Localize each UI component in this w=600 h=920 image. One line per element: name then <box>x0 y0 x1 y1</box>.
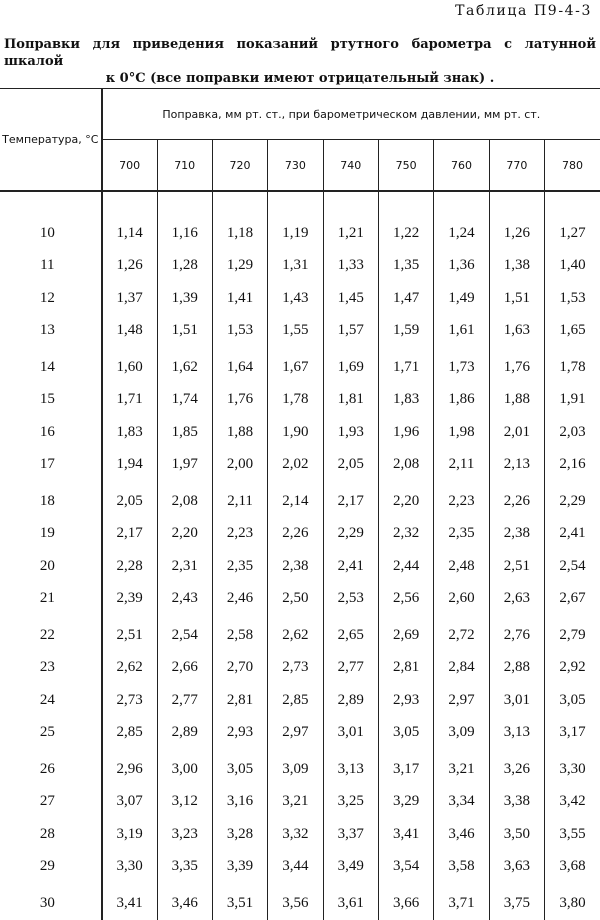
table-row <box>0 217 600 250</box>
correction-cell: 2,85 <box>102 717 157 750</box>
correction-cell: 3,05 <box>212 749 267 786</box>
correction-cell: 2,54 <box>157 615 212 652</box>
correction-cell: 2,38 <box>268 550 323 583</box>
correction-cell: 1,88 <box>489 384 544 417</box>
correction-cell: 1,28 <box>157 250 212 283</box>
correction-group-header: Поправка, мм рт. ст., при барометрическом давлении, мм рт. ст. <box>102 89 600 140</box>
correction-cell: 1,63 <box>489 315 544 348</box>
correction-cell: 1,81 <box>323 384 378 417</box>
correction-cell: 1,76 <box>489 347 544 384</box>
correction-cell: 2,32 <box>378 518 433 551</box>
correction-cell: 3,51 <box>212 883 267 920</box>
table-row <box>0 550 600 583</box>
correction-cell: 1,59 <box>378 315 433 348</box>
correction-cell: 3,66 <box>378 883 433 920</box>
correction-cell: 2,85 <box>268 684 323 717</box>
correction-cell: 1,31 <box>268 250 323 283</box>
table-row <box>0 518 600 551</box>
correction-cell: 3,41 <box>102 883 157 920</box>
correction-cell: 2,93 <box>378 684 433 717</box>
correction-cell: 2,81 <box>378 652 433 685</box>
correction-cell: 2,84 <box>434 652 489 685</box>
correction-cell: 2,53 <box>323 583 378 616</box>
correction-cell: 3,17 <box>559 724 586 741</box>
temperature-cell: 22 <box>0 615 102 652</box>
correction-cell: 2,62 <box>102 652 157 685</box>
correction-cell: 2,46 <box>212 583 267 616</box>
correction-cell: 1,14 <box>102 217 157 250</box>
correction-cell: 2,23 <box>434 481 489 518</box>
temperature-cell: 10 <box>0 217 102 250</box>
correction-cell: 1,67 <box>268 347 323 384</box>
correction-cell: 1,65 <box>559 322 586 339</box>
correction-cell: 1,74 <box>157 384 212 417</box>
correction-cell: 2,08 <box>157 481 212 518</box>
correction-cell: 2,51 <box>489 550 544 583</box>
correction-cell: 1,57 <box>323 315 378 348</box>
table-row <box>0 583 600 616</box>
correction-cell: 1,76 <box>212 384 267 417</box>
correction-cell: 1,96 <box>378 416 433 449</box>
correction-cell: 2,31 <box>157 550 212 583</box>
pressure-header-710: 710 <box>157 140 212 192</box>
correction-cell: 2,62 <box>268 615 323 652</box>
table-row <box>0 717 600 750</box>
correction-cell: 2,20 <box>378 481 433 518</box>
correction-cell: 3,63 <box>489 851 544 884</box>
correction-cell: 2,23 <box>212 518 267 551</box>
table-row <box>0 481 600 518</box>
correction-cell: 1,73 <box>434 347 489 384</box>
correction-cell: 1,19 <box>268 217 323 250</box>
temperature-cell: 24 <box>0 684 102 717</box>
temperature-cell: 12 <box>0 282 102 315</box>
correction-cell: 1,29 <box>212 250 267 283</box>
correction-cell: 3,80 <box>559 894 586 911</box>
correction-cell: 1,45 <box>323 282 378 315</box>
correction-cell: 2,76 <box>489 615 544 652</box>
correction-cell: 3,39 <box>212 851 267 884</box>
correction-cell: 1,60 <box>102 347 157 384</box>
correction-cell: 2,03 <box>559 423 586 440</box>
correction-cell: 3,12 <box>157 786 212 819</box>
correction-cell: 3,68 <box>559 858 586 875</box>
correction-cell: 2,26 <box>489 481 544 518</box>
correction-cell: 1,69 <box>323 347 378 384</box>
correction-cell: 2,00 <box>212 449 267 482</box>
table-row <box>0 315 600 348</box>
correction-cell: 1,33 <box>323 250 378 283</box>
correction-cell: 2,38 <box>489 518 544 551</box>
correction-cell: 2,02 <box>268 449 323 482</box>
correction-cell: 2,16 <box>559 456 586 473</box>
temperature-cell: 17 <box>0 449 102 482</box>
correction-cell: 2,60 <box>434 583 489 616</box>
correction-cell: 3,28 <box>212 818 267 851</box>
temperature-cell: 13 <box>0 315 102 348</box>
table-row <box>0 652 600 685</box>
correction-cell: 2,20 <box>157 518 212 551</box>
correction-cell: 2,67 <box>559 590 586 607</box>
correction-cell: 1,78 <box>268 384 323 417</box>
correction-cell: 3,16 <box>212 786 267 819</box>
correction-cell: 2,01 <box>489 416 544 449</box>
temperature-cell: 28 <box>0 818 102 851</box>
table-row <box>0 449 600 482</box>
correction-cell: 1,40 <box>559 257 586 274</box>
correction-cell: 2,73 <box>102 684 157 717</box>
correction-cell: 2,51 <box>102 615 157 652</box>
pressure-header-700: 700 <box>102 140 157 192</box>
temperature-cell: 18 <box>0 481 102 518</box>
correction-cell: 2,70 <box>212 652 267 685</box>
correction-cell: 2,26 <box>268 518 323 551</box>
correction-cell: 3,61 <box>323 883 378 920</box>
correction-cell: 3,58 <box>434 851 489 884</box>
correction-cell: 3,44 <box>268 851 323 884</box>
correction-cell: 2,11 <box>212 481 267 518</box>
correction-cell: 2,44 <box>378 550 433 583</box>
pressure-header-780: 780 <box>545 140 600 192</box>
correction-cell: 3,23 <box>157 818 212 851</box>
correction-cell: 3,30 <box>559 760 586 777</box>
correction-cell: 1,71 <box>102 384 157 417</box>
caption-line-1: Поправки для приведения показаний ртутного барометра с латунной шкалой <box>4 37 596 69</box>
correction-cell: 1,35 <box>378 250 433 283</box>
correction-cell: 1,26 <box>489 217 544 250</box>
correction-cell: 2,35 <box>212 550 267 583</box>
temperature-cell: 21 <box>0 583 102 616</box>
correction-cell: 2,92 <box>559 659 586 676</box>
correction-cell: 3,46 <box>434 818 489 851</box>
correction-cell: 2,13 <box>489 449 544 482</box>
correction-cell: 2,77 <box>157 684 212 717</box>
correction-cell: 2,93 <box>212 717 267 750</box>
correction-cell: 3,41 <box>378 818 433 851</box>
correction-cell: 2,79 <box>559 626 586 643</box>
correction-cell: 2,35 <box>434 518 489 551</box>
correction-cell: 1,93 <box>323 416 378 449</box>
correction-cell: 1,83 <box>378 384 433 417</box>
table-row <box>0 883 600 920</box>
correction-cell: 2,41 <box>559 525 586 542</box>
correction-cell: 3,34 <box>434 786 489 819</box>
correction-cell: 2,58 <box>212 615 267 652</box>
temperature-cell: 30 <box>0 883 102 920</box>
pressure-header-760: 760 <box>434 140 489 192</box>
caption-line-2: к 0°C (все поправки имеют отрицательный знак) . <box>105 71 495 86</box>
pressure-header-720: 720 <box>212 140 267 192</box>
correction-cell: 2,66 <box>157 652 212 685</box>
correction-cell: 1,48 <box>102 315 157 348</box>
correction-cell: 3,25 <box>323 786 378 819</box>
correction-cell: 1,18 <box>212 217 267 250</box>
temperature-cell: 11 <box>0 250 102 283</box>
correction-cell: 3,09 <box>434 717 489 750</box>
correction-cell: 2,39 <box>102 583 157 616</box>
correction-cell: 2,77 <box>323 652 378 685</box>
correction-cell: 1,47 <box>378 282 433 315</box>
correction-cell: 3,29 <box>378 786 433 819</box>
correction-cell: 3,50 <box>489 818 544 851</box>
table-row <box>0 416 600 449</box>
table-row <box>0 384 600 417</box>
correction-cell: 1,53 <box>559 289 586 306</box>
correction-cell: 2,41 <box>323 550 378 583</box>
correction-cell: 1,85 <box>157 416 212 449</box>
correction-cell: 1,26 <box>102 250 157 283</box>
correction-cell: 1,98 <box>434 416 489 449</box>
correction-cell: 1,49 <box>434 282 489 315</box>
temperature-cell: 15 <box>0 384 102 417</box>
correction-cell: 2,73 <box>268 652 323 685</box>
correction-cell: 2,81 <box>212 684 267 717</box>
correction-cell: 2,05 <box>102 481 157 518</box>
correction-cell: 3,56 <box>268 883 323 920</box>
correction-cell: 3,19 <box>102 818 157 851</box>
temperature-cell: 26 <box>0 749 102 786</box>
correction-cell: 3,05 <box>559 691 586 708</box>
table-row <box>0 818 600 851</box>
correction-cell: 1,41 <box>212 282 267 315</box>
correction-cell: 2,14 <box>268 481 323 518</box>
correction-cell: 3,09 <box>268 749 323 786</box>
correction-cell: 1,64 <box>212 347 267 384</box>
pressure-header-730: 730 <box>268 140 323 192</box>
correction-cell: 1,78 <box>559 358 586 375</box>
correction-cell: 3,37 <box>323 818 378 851</box>
correction-cell: 1,91 <box>559 391 586 408</box>
table-row <box>0 250 600 283</box>
correction-cell: 2,43 <box>157 583 212 616</box>
correction-cell: 2,17 <box>102 518 157 551</box>
correction-cell: 3,71 <box>434 883 489 920</box>
correction-cell: 3,05 <box>378 717 433 750</box>
table-row <box>0 282 600 315</box>
correction-cell: 2,28 <box>102 550 157 583</box>
correction-cell: 3,26 <box>489 749 544 786</box>
correction-cell: 3,07 <box>102 786 157 819</box>
correction-cell: 1,83 <box>102 416 157 449</box>
temperature-cell: 14 <box>0 347 102 384</box>
correction-cell: 1,37 <box>102 282 157 315</box>
correction-cell: 3,55 <box>559 825 586 842</box>
correction-cell: 3,21 <box>434 749 489 786</box>
correction-cell: 3,30 <box>102 851 157 884</box>
correction-cell: 2,05 <box>323 449 378 482</box>
correction-cell: 1,22 <box>378 217 433 250</box>
correction-cell: 1,53 <box>212 315 267 348</box>
correction-cell: 2,48 <box>434 550 489 583</box>
correction-cell: 3,75 <box>489 883 544 920</box>
correction-table <box>0 88 600 920</box>
correction-cell: 2,08 <box>378 449 433 482</box>
table-row <box>0 347 600 384</box>
table-row <box>0 615 600 652</box>
correction-cell: 1,90 <box>268 416 323 449</box>
correction-cell: 3,13 <box>489 717 544 750</box>
correction-cell: 3,42 <box>559 793 586 810</box>
correction-cell: 1,86 <box>434 384 489 417</box>
correction-cell: 2,17 <box>323 481 378 518</box>
table-number-label: Таблица П9-4-3 <box>455 3 592 19</box>
table-caption <box>4 36 596 87</box>
correction-cell: 1,16 <box>157 217 212 250</box>
correction-cell: 2,97 <box>434 684 489 717</box>
correction-cell: 3,35 <box>157 851 212 884</box>
correction-cell: 2,63 <box>489 583 544 616</box>
correction-cell: 1,38 <box>489 250 544 283</box>
correction-cell: 2,89 <box>323 684 378 717</box>
correction-cell: 3,49 <box>323 851 378 884</box>
correction-cell: 1,55 <box>268 315 323 348</box>
correction-cell: 1,36 <box>434 250 489 283</box>
correction-cell: 3,46 <box>157 883 212 920</box>
correction-cell: 3,13 <box>323 749 378 786</box>
correction-cell: 3,17 <box>378 749 433 786</box>
correction-cell: 1,97 <box>157 449 212 482</box>
table-row <box>0 851 600 884</box>
correction-cell: 1,51 <box>489 282 544 315</box>
pressure-header-770: 770 <box>489 140 544 192</box>
correction-cell: 1,27 <box>559 224 586 241</box>
temperature-cell: 25 <box>0 717 102 750</box>
temperature-cell: 20 <box>0 550 102 583</box>
correction-cell: 1,71 <box>378 347 433 384</box>
correction-cell: 2,50 <box>268 583 323 616</box>
correction-cell: 1,24 <box>434 217 489 250</box>
correction-cell: 2,65 <box>323 615 378 652</box>
correction-cell: 1,88 <box>212 416 267 449</box>
correction-cell: 2,29 <box>559 492 586 509</box>
correction-cell: 1,61 <box>434 315 489 348</box>
correction-cell: 3,01 <box>323 717 378 750</box>
correction-cell: 2,97 <box>268 717 323 750</box>
temperature-cell: 23 <box>0 652 102 685</box>
temperature-column-header: Температура, °С <box>0 89 102 192</box>
correction-cell: 1,51 <box>157 315 212 348</box>
temperature-cell: 16 <box>0 416 102 449</box>
temperature-cell: 29 <box>0 851 102 884</box>
correction-cell: 2,29 <box>323 518 378 551</box>
table-row <box>0 749 600 786</box>
correction-cell: 1,62 <box>157 347 212 384</box>
correction-cell: 1,43 <box>268 282 323 315</box>
pressure-header-750: 750 <box>378 140 433 192</box>
correction-cell: 3,54 <box>378 851 433 884</box>
correction-cell: 3,32 <box>268 818 323 851</box>
temperature-cell: 19 <box>0 518 102 551</box>
correction-cell: 2,69 <box>378 615 433 652</box>
correction-cell: 2,96 <box>102 749 157 786</box>
correction-cell: 2,54 <box>559 557 586 574</box>
correction-cell: 2,11 <box>434 449 489 482</box>
correction-cell: 2,88 <box>489 652 544 685</box>
correction-cell: 3,00 <box>157 749 212 786</box>
correction-cell: 3,21 <box>268 786 323 819</box>
correction-cell: 1,21 <box>323 217 378 250</box>
temperature-cell: 27 <box>0 786 102 819</box>
table-row <box>0 786 600 819</box>
correction-cell: 2,56 <box>378 583 433 616</box>
correction-cell: 2,72 <box>434 615 489 652</box>
table-row <box>0 684 600 717</box>
correction-cell: 1,94 <box>102 449 157 482</box>
correction-cell: 3,38 <box>489 786 544 819</box>
pressure-header-740: 740 <box>323 140 378 192</box>
correction-cell: 2,89 <box>157 717 212 750</box>
correction-cell: 1,39 <box>157 282 212 315</box>
correction-cell: 3,01 <box>489 684 544 717</box>
